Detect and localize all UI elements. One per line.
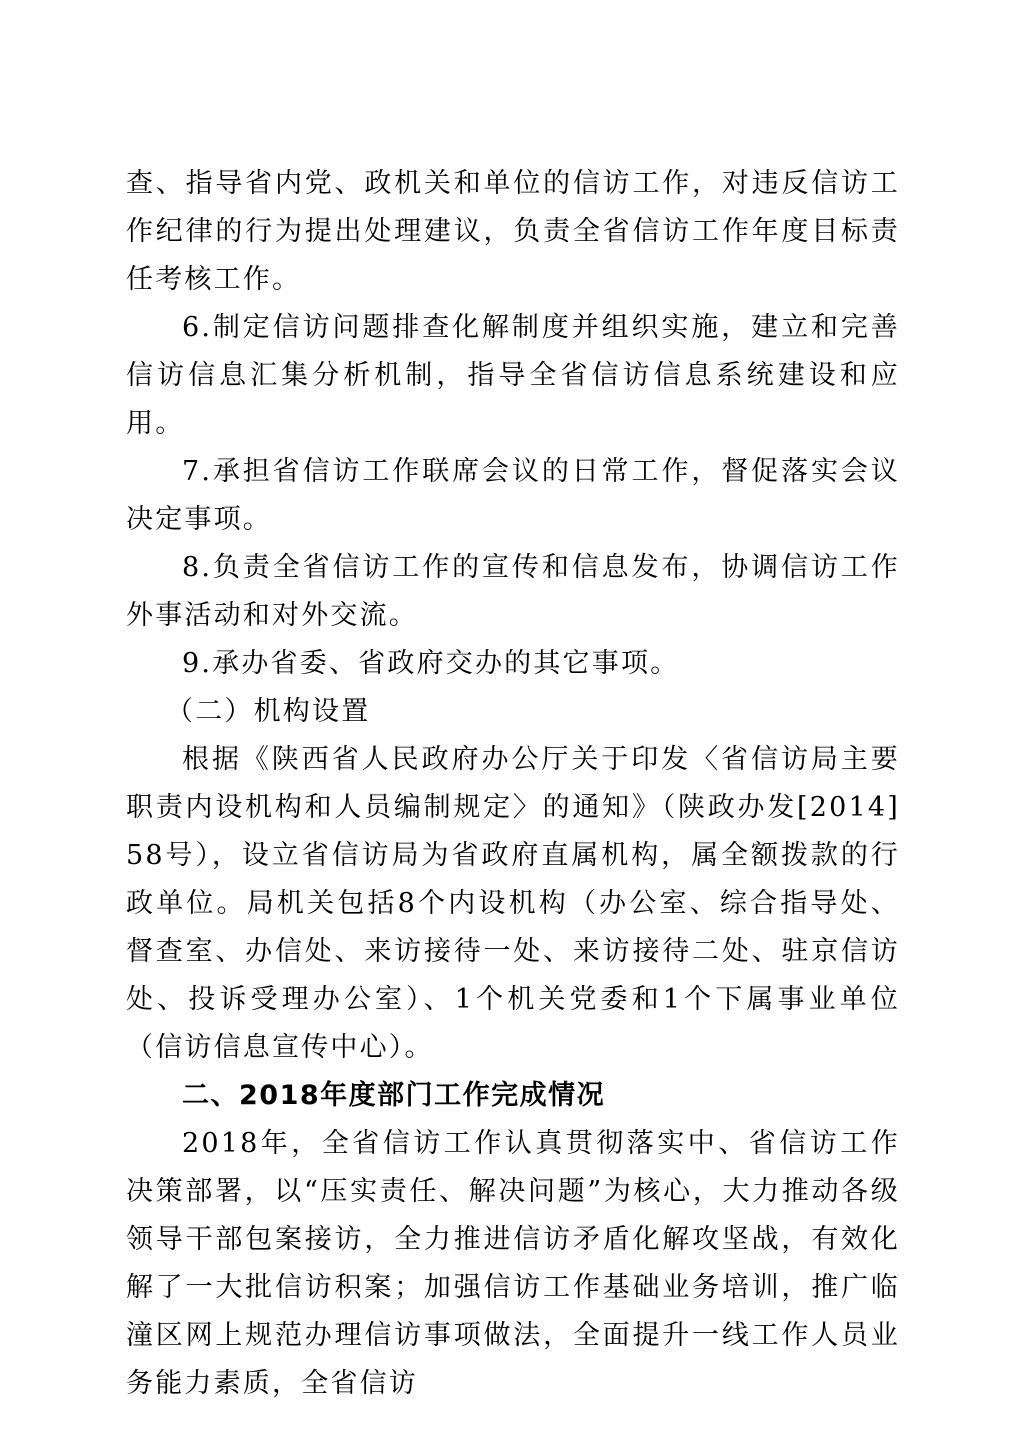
paragraph-duty-9: 9.承办省委、省政府交办的其它事项。 xyxy=(182,648,680,679)
document-page xyxy=(126,160,900,1408)
section-heading-work-completion: 二、2018年度部门工作完成情况 xyxy=(182,1080,606,1111)
paragraph-organization: 根据《陕西省人民政府办公厅关于印发〈省信访局主要职责内设机构和人员编制规定〉的通知》（陕政办发[2014]58号），设立省信访局为省政府直属机构，属全额拨款的行政单位。局机关包括8个内设机构（办公室、综合指导处、督查室、办信处、来访接待一处、来访接待二处、驻京信访处、投诉受理办公室）、1个机关党委和1个下属事业单位（信访信息宣传中心）。 xyxy=(126,744,900,1063)
paragraph-work-summary: 2018年，全省信访工作认真贯彻落实中、省信访工作决策部署，以“压实责任、解决问题”为核心，大力推动各级领导干部包案接访，全力推进信访矛盾化解攻坚战，有效化解了一大批信访积案；加强信访工作基础业务培训，推广临潼区网上规范办理信访事项做法，全面提升一线工作人员业务能力素质，全省信访 xyxy=(126,1128,900,1399)
section-subheading-organization: （二）机构设置 xyxy=(166,696,371,727)
paragraph-duty-6: 6.制定信访问题排查化解制度并组织实施，建立和完善信访信息汇集分析机制，指导全省信访信息系统建设和应用。 xyxy=(126,312,900,439)
paragraph-duty-5-continued: 查、指导省内党、政机关和单位的信访工作，对违反信访工作纪律的行为提出处理建议，负责全省信访工作年度目标责任考核工作。 xyxy=(126,168,900,295)
paragraph-duty-7: 7.承担省信访工作联席会议的日常工作，督促落实会议决定事项。 xyxy=(126,456,900,535)
paragraph-duty-8: 8.负责全省信访工作的宣传和信息发布，协调信访工作外事活动和对外交流。 xyxy=(126,552,900,631)
